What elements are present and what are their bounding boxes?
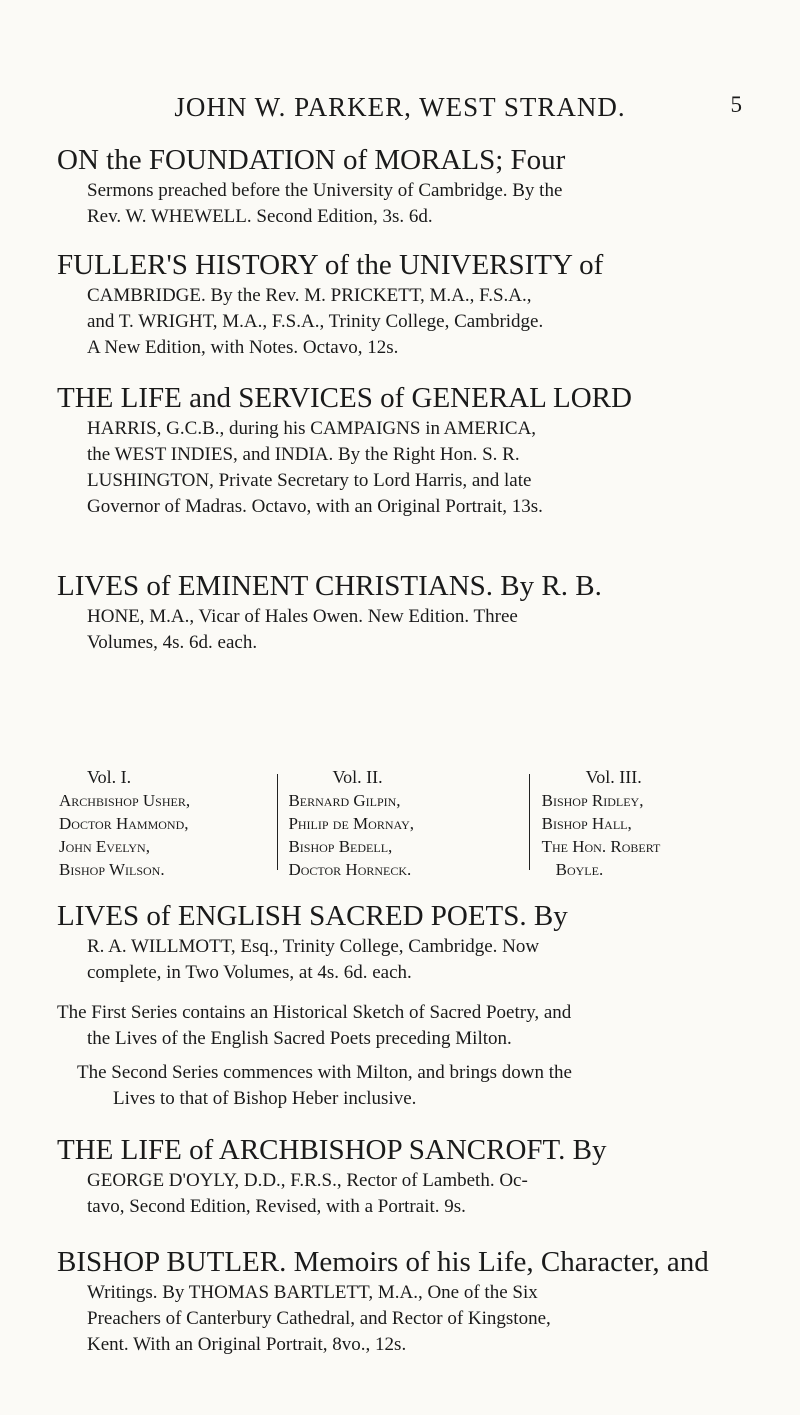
entry-general-lord-harris	[57, 380, 769, 520]
note-line: The First Series contains an Historical Sketch of Sacred Poetry, and	[57, 1002, 572, 1023]
volume-title: Vol. III.	[585, 767, 642, 787]
entry-line: HONE, M.A., Vicar of Hales Owen. New Edition. Three	[87, 606, 518, 627]
entry-line: Governor of Madras. Octavo, with an Original Portrait, 13s.	[87, 496, 543, 517]
entry-line: Volumes, 4s. 6d. each.	[87, 632, 258, 653]
entry-heading: FULLER'S HISTORY of the UNIVERSITY of	[57, 249, 604, 281]
entry-foundation-of-morals	[57, 142, 769, 230]
entry-line: GEORGE D'OYLY, D.D., F.R.S., Rector of Lambeth. Oc-	[87, 1170, 528, 1191]
entry-line: R. A. WILLMOTT, Esq., Trinity College, Cambridge. Now	[87, 936, 540, 957]
entry-line: Writings. By THOMAS BARTLETT, M.A., One of the Six	[87, 1282, 538, 1303]
running-head	[0, 92, 800, 124]
entry-heading: LIVES of EMINENT CHRISTIANS. By R. B.	[57, 570, 602, 602]
volume-name: Bernard Gilpin,	[288, 791, 401, 810]
first-series-note	[57, 1000, 769, 1052]
running-head-title: JOHN W. PARKER, WEST STRAND.	[174, 92, 626, 122]
entry-line: Preachers of Canterbury Cathedral, and Rector of Kingstone,	[87, 1308, 551, 1329]
entry-line: the WEST INDIES, and INDIA. By the Right Hon. S. R.	[87, 444, 520, 465]
volume-column	[57, 766, 282, 879]
entry-heading: THE LIFE and SERVICES of GENERAL LORD	[57, 382, 632, 414]
entry-heading: LIVES of ENGLISH SACRED POETS. By	[57, 900, 568, 932]
volume-title: Vol. II.	[332, 767, 383, 787]
entry-line: Rev. W. WHEWELL. Second Edition, 3s. 6d.	[87, 206, 433, 227]
entry-line: and T. WRIGHT, M.A., F.S.A., Trinity College, Cambridge.	[87, 311, 544, 332]
entry-heading: ON the FOUNDATION of MORALS; Four	[57, 144, 566, 176]
volume-name: John Evelyn,	[59, 837, 150, 856]
volume-column	[536, 766, 769, 879]
entry-line: complete, in Two Volumes, at 4s. 6d. each.	[87, 962, 412, 983]
second-series-note	[57, 1060, 769, 1112]
entry-heading: BISHOP BUTLER. Memoirs of his Life, Character, and	[57, 1246, 709, 1278]
volume-name: Philip de Mornay,	[288, 814, 414, 833]
entry-archbishop-sancroft	[57, 1132, 769, 1220]
volume-name: Doctor Horneck.	[288, 860, 412, 879]
entry-fullers-history	[57, 247, 769, 361]
note-line: The Second Series commences with Milton, and brings down the	[77, 1062, 572, 1083]
volume-title: Vol. I.	[87, 767, 132, 787]
volume-name: Bishop Hall,	[541, 814, 632, 833]
volume-name: Boyle.	[555, 860, 604, 879]
entry-line: CAMBRIDGE. By the Rev. M. PRICKETT, M.A., F.S.A.,	[87, 285, 532, 306]
volume-name: Archbishop Usher,	[59, 791, 191, 810]
volume-name: Doctor Hammond,	[59, 814, 189, 833]
volumes-table	[57, 766, 769, 879]
entry-line: LUSHINGTON, Private Secretary to Lord Harris, and late	[87, 470, 532, 491]
volume-name: Bishop Ridley,	[541, 791, 644, 810]
volume-name: Bishop Wilson.	[59, 860, 165, 879]
entry-eminent-christians	[57, 568, 769, 656]
entry-line: HARRIS, G.C.B., during his CAMPAIGNS in AMERICA,	[87, 418, 537, 439]
column-divider	[277, 774, 278, 870]
volume-name: Bishop Bedell,	[288, 837, 393, 856]
entry-line: tavo, Second Edition, Revised, with a Portrait. 9s.	[87, 1196, 466, 1217]
column-divider	[529, 774, 530, 870]
entry-english-sacred-poets	[57, 898, 769, 986]
entry-line: Kent. With an Original Portrait, 8vo., 12s.	[87, 1334, 407, 1355]
volume-column	[282, 766, 535, 879]
entry-line: A New Edition, with Notes. Octavo, 12s.	[87, 337, 399, 358]
note-line: Lives to that of Bishop Heber inclusive.	[113, 1088, 417, 1109]
page-number: 5	[730, 92, 742, 117]
entry-line: Sermons preached before the University of Cambridge. By the	[87, 180, 563, 201]
entry-bishop-butler	[57, 1244, 769, 1358]
entry-heading: THE LIFE of ARCHBISHOP SANCROFT. By	[57, 1134, 607, 1166]
volume-name: The Hon. Robert	[541, 837, 661, 856]
note-line: the Lives of the English Sacred Poets preceding Milton.	[87, 1028, 512, 1049]
